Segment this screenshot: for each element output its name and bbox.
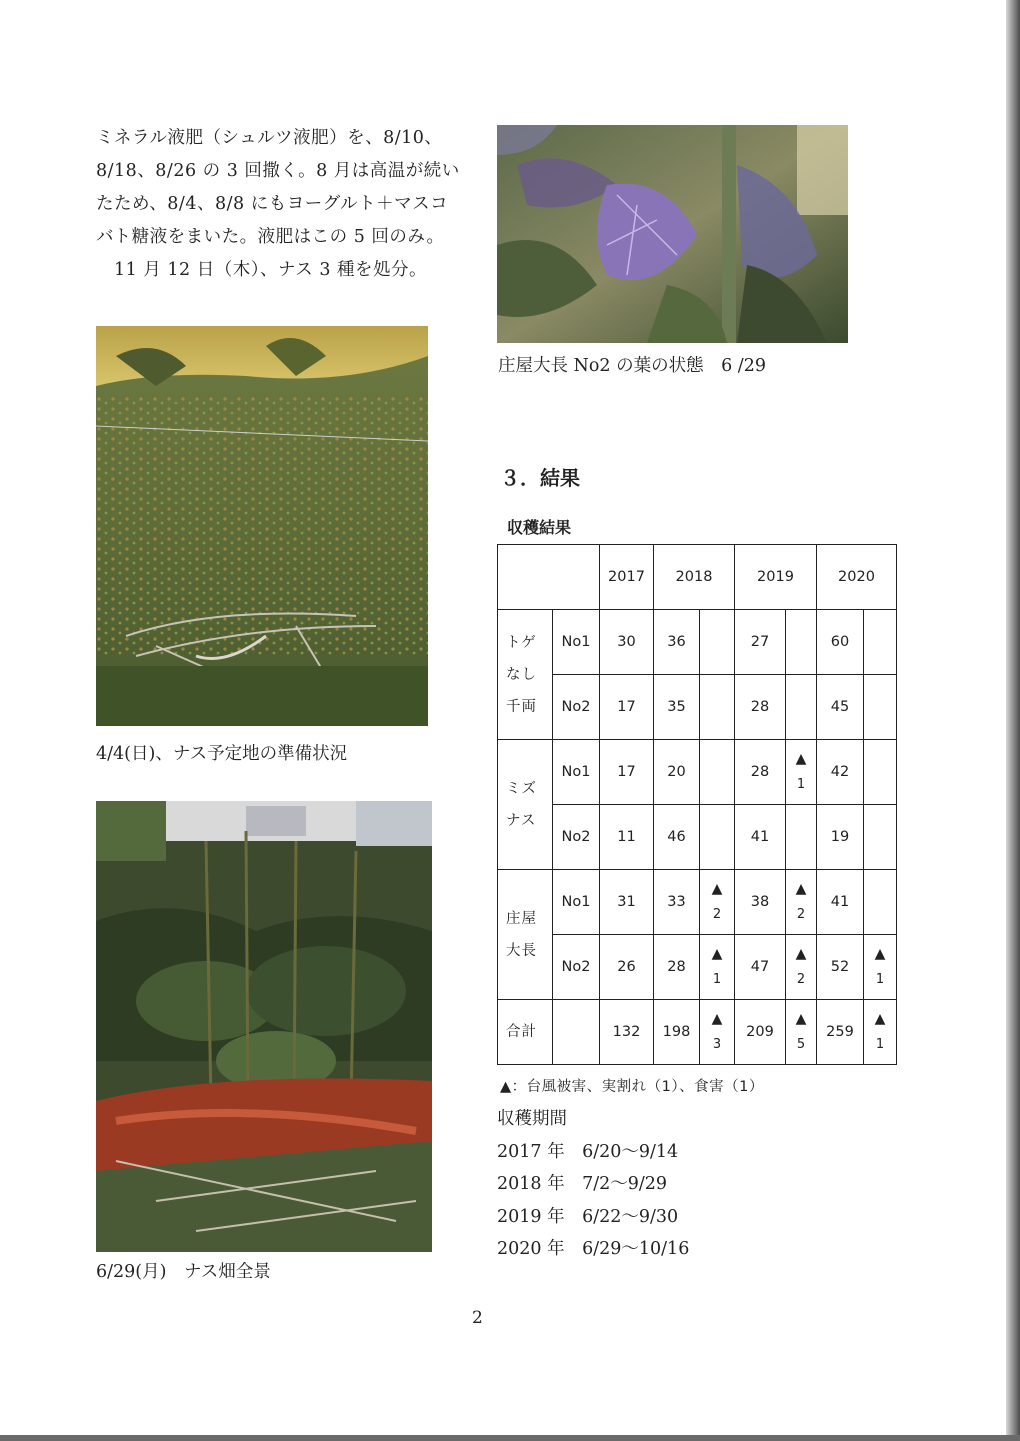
- marker-cell: [786, 870, 817, 935]
- harvest-table: [497, 544, 897, 1065]
- no-cell: No2: [553, 675, 600, 740]
- value-cell: 28: [735, 740, 786, 805]
- intro-line: バト糖液をまいた。液肥はこの 5 回のみ。: [96, 227, 445, 247]
- marker-cell: [700, 675, 735, 740]
- section-title: ３．結果: [500, 466, 580, 490]
- leaf-photo: [497, 125, 848, 343]
- value-cell: 33: [654, 870, 700, 935]
- intro-line: 11 月 12 日（木）、ナス 3 種を処分。: [96, 260, 428, 280]
- marker-cell: [864, 740, 897, 805]
- marker-count: 5: [796, 1037, 806, 1052]
- marker-cell: [786, 740, 817, 805]
- value-cell: 38: [735, 870, 786, 935]
- field-prep-photo: [96, 326, 428, 726]
- value-cell: 60: [817, 610, 864, 675]
- table-row: [498, 675, 897, 740]
- marker-cell: [786, 935, 817, 1000]
- intro-line: ミネラル液肥（シュルツ液肥）を、8/10、: [96, 128, 443, 148]
- damage-marker-icon: ▲: [711, 881, 723, 897]
- value-cell: 47: [735, 935, 786, 1000]
- period-row: 2017 年 6/20～9/14: [497, 1141, 679, 1162]
- marker-count: 2: [796, 907, 806, 922]
- intro-line: たため、8/4、8/8 にもヨーグルト＋マスコ: [96, 194, 449, 214]
- marker-count: 1: [875, 1037, 885, 1052]
- period-row: 2018 年 7/2～9/29: [497, 1174, 668, 1194]
- value-cell: 19: [817, 805, 864, 870]
- variety-shoya: 庄屋大長: [498, 870, 553, 1000]
- damage-marker-icon: ▲: [795, 881, 807, 897]
- value-cell: 36: [654, 610, 700, 675]
- marker-count: 2: [712, 907, 722, 922]
- year-header: 2018: [654, 545, 735, 610]
- total-cell: 198: [654, 1000, 700, 1065]
- no-cell: No1: [553, 610, 600, 675]
- year-header: 2017: [600, 545, 654, 610]
- value-cell: 28: [735, 675, 786, 740]
- eggplant-field-photo: [96, 801, 432, 1252]
- intro-paragraph: [96, 122, 461, 287]
- marker-cell: [864, 610, 897, 675]
- no-cell: No1: [553, 870, 600, 935]
- marker-cell: [786, 805, 817, 870]
- marker-cell: [786, 675, 817, 740]
- value-cell: 17: [600, 740, 654, 805]
- damage-marker-icon: ▲: [874, 1011, 886, 1027]
- value-cell: 17: [600, 675, 654, 740]
- marker-cell: [864, 675, 897, 740]
- period-row: 2019 年 6/22～9/30: [497, 1206, 679, 1227]
- marker-cell: [786, 610, 817, 675]
- field-prep-caption: 4/4(日)、ナス予定地の準備状況: [96, 744, 348, 764]
- table-row: [498, 740, 897, 805]
- marker-count: 1: [875, 972, 885, 987]
- damage-marker-icon: ▲: [711, 1011, 723, 1027]
- marker-cell: [700, 805, 735, 870]
- marker-cell: [700, 1000, 735, 1065]
- value-cell: 20: [654, 740, 700, 805]
- empty-cell: [553, 1000, 600, 1065]
- value-cell: 52: [817, 935, 864, 1000]
- value-cell: 31: [600, 870, 654, 935]
- value-cell: 11: [600, 805, 654, 870]
- value-cell: 30: [600, 610, 654, 675]
- year-header: 2019: [735, 545, 817, 610]
- damage-marker-icon: ▲: [795, 1011, 807, 1027]
- value-cell: 46: [654, 805, 700, 870]
- page-edge-shadow: [1006, 0, 1020, 1441]
- value-cell: 27: [735, 610, 786, 675]
- value-cell: 45: [817, 675, 864, 740]
- value-cell: 42: [817, 740, 864, 805]
- table-title: 収穫結果: [507, 518, 572, 537]
- page-bottom-shadow: [0, 1435, 1020, 1441]
- value-cell: 41: [817, 870, 864, 935]
- value-cell: 28: [654, 935, 700, 1000]
- marker-cell: [700, 935, 735, 1000]
- value-cell: 41: [735, 805, 786, 870]
- damage-marker-icon: ▲: [711, 946, 723, 962]
- value-cell: 35: [654, 675, 700, 740]
- no-cell: No2: [553, 935, 600, 1000]
- variety-mizu: ミズナス: [498, 740, 553, 870]
- marker-count: 1: [712, 972, 722, 987]
- marker-cell: [864, 870, 897, 935]
- table-row: [498, 935, 897, 1000]
- table-header-row: [498, 545, 897, 610]
- damage-marker-icon: ▲: [795, 946, 807, 962]
- marker-cell: [786, 1000, 817, 1065]
- no-cell: No1: [553, 740, 600, 805]
- table-note: ▲：台風被害、実割れ（1）、食害（1）: [500, 1079, 764, 1095]
- harvest-periods: [497, 1103, 689, 1266]
- marker-count: 2: [796, 972, 806, 987]
- total-cell: 132: [600, 1000, 654, 1065]
- total-label: 合計: [498, 1000, 553, 1065]
- marker-count: 1: [796, 777, 806, 792]
- year-header: 2020: [817, 545, 897, 610]
- marker-count: 3: [712, 1037, 722, 1052]
- table-row: [498, 610, 897, 675]
- table-total-row: [498, 1000, 897, 1065]
- marker-cell: [700, 870, 735, 935]
- total-cell: 259: [817, 1000, 864, 1065]
- corner-cell: [498, 545, 600, 610]
- damage-marker-icon: ▲: [874, 946, 886, 962]
- leaf-photo-caption: 庄屋大長 No2 の葉の状態 6 /29: [498, 356, 766, 376]
- total-cell: 209: [735, 1000, 786, 1065]
- damage-marker-icon: ▲: [795, 751, 807, 767]
- marker-cell: [864, 935, 897, 1000]
- marker-cell: [864, 805, 897, 870]
- eggplant-field-caption: 6/29(月) ナス畑全景: [96, 1262, 271, 1282]
- marker-cell: [700, 610, 735, 675]
- marker-cell: [700, 740, 735, 805]
- table-row: [498, 870, 897, 935]
- period-row: 2020 年 6/29～10/16: [497, 1239, 690, 1259]
- intro-line: 8/18、8/26 の 3 回撒く。8 月は高温が続い: [96, 161, 460, 181]
- page-number: 2: [472, 1308, 483, 1328]
- value-cell: 26: [600, 935, 654, 1000]
- variety-toge: トゲなし千両: [498, 610, 553, 740]
- table-row: [498, 805, 897, 870]
- no-cell: No2: [553, 805, 600, 870]
- marker-cell: [864, 1000, 897, 1065]
- periods-title: 収穫期間: [497, 1109, 567, 1129]
